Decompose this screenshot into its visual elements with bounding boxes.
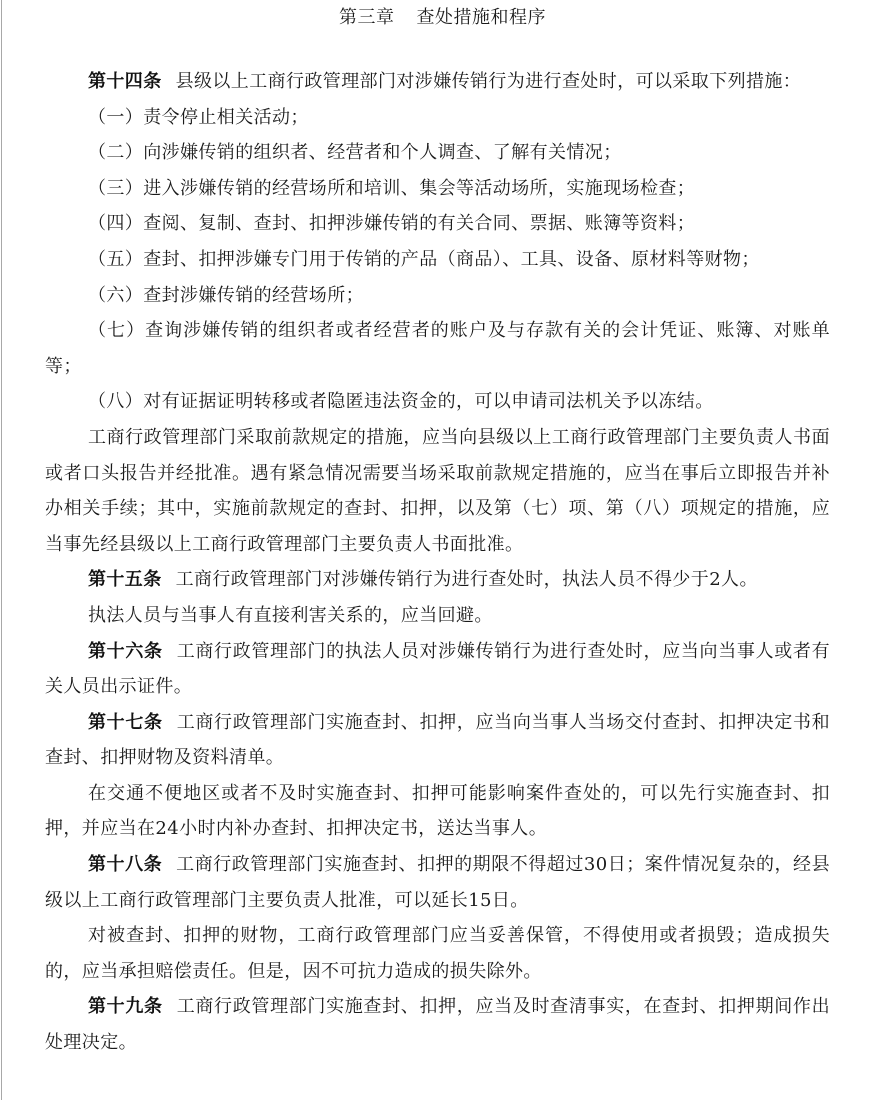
paragraph-text: （一）责令停止相关活动； [88,106,309,128]
paragraph-text: 对被查封、扣押的财物，工商行政管理部门应当妥善保管，不得使用或者损毁；造成损失的，应当承担赔偿责任。但是，因不可抗力造成的损失除外。 [45,925,830,982]
article-17-remote-paragraph [45,776,830,847]
article-number: 第十五条 [88,569,162,591]
chapter-name: 查处措施和程序 [416,7,546,28]
paragraph-text: （七）查询涉嫌传销的组织者或者经营者的账户及与存款有关的会计凭证、账簿、对账单等； [45,320,830,377]
list-item-6 [45,278,830,314]
list-item-7 [45,313,830,384]
article-18-custody-paragraph [45,918,830,989]
paragraph-text: 工商行政管理部门实施查封、扣押，应当及时查清事实，在查封、扣押期间作出处理决定。 [45,996,830,1054]
article-18-paragraph [45,847,830,918]
article-14-approval-paragraph [45,420,830,562]
document-page [45,0,830,1061]
paragraph-text: （六）查封涉嫌传销的经营场所； [88,284,364,306]
article-17-paragraph [45,705,830,776]
list-item-8 [45,384,830,420]
chapter-title [45,8,830,28]
article-number: 第十六条 [88,640,163,662]
paragraph-text: 工商行政管理部门采取前款规定的措施，应当向县级以上工商行政管理部门主要负责人书面或者口头报告并经批准。遇有紧急情况需要当场采取前款规定措施的，应当在事后立即报告并补办相关手续；其中，实施前款规定的查封、扣押，以及第（七）项、第（八）项规定的措施，应当事先经县级以上工商行政管理部门主要负责人书面批准。 [45,426,830,555]
paragraph-text: （三）进入涉嫌传销的经营场所和培训、集会等活动场所，实施现场检查； [88,177,696,199]
list-item-3 [45,171,830,207]
paragraph-text: （四）查阅、复制、查封、扣押涉嫌传销的有关合同、票据、账簿等资料； [88,213,696,235]
article-19-paragraph [45,989,830,1060]
article-14-paragraph [45,64,830,100]
list-item-2 [45,135,830,171]
list-item-1 [45,100,830,136]
page-left-border [1,0,2,1100]
article-15-recusal-paragraph [45,598,830,634]
paragraph-text: 工商行政管理部门实施查封、扣押，应当向当事人当场交付查封、扣押决定书和查封、扣押财物及资料清单。 [45,711,830,769]
list-item-5 [45,242,830,278]
paragraph-text: （八）对有证据证明转移或者隐匿违法资金的，可以申请司法机关予以冻结。 [88,391,714,413]
paragraph-text: （二）向涉嫌传销的组织者、经营者和个人调查、了解有关情况； [88,142,622,164]
list-item-4 [45,206,830,242]
chapter-number: 第三章 [339,7,395,28]
article-number: 第十四条 [88,71,162,92]
document-body [45,64,830,1061]
paragraph-text: （五）查封、扣押涉嫌专门用于传销的产品（商品）、工具、设备、原材料等财物； [88,248,760,270]
article-16-paragraph [45,634,830,705]
article-number: 第十九条 [88,996,163,1018]
paragraph-text: 执法人员与当事人有直接利害关系的，应当回避。 [88,604,493,626]
paragraph-text: 工商行政管理部门实施查封、扣押的期限不得超过30日；案件情况复杂的，经县级以上工商行政管理部门主要负责人批准，可以延长15日。 [45,854,830,911]
paragraph-text: 工商行政管理部门对涉嫌传销行为进行查处时，执法人员不得少于2人。 [175,569,758,591]
article-15-paragraph [45,562,830,598]
paragraph-text: 县级以上工商行政管理部门对涉嫌传销行为进行查处时，可以采取下列措施： [175,71,802,92]
paragraph-text: 在交通不便地区或者不及时实施查封、扣押可能影响案件查处的，可以先行实施查封、扣押，并应当在24小时内补办查封、扣押决定书，送达当事人。 [45,782,830,840]
article-number: 第十七条 [88,711,163,733]
article-number: 第十八条 [88,854,163,876]
paragraph-text: 工商行政管理部门的执法人员对涉嫌传销行为进行查处时，应当向当事人或者有关人员出示证件。 [45,640,830,698]
